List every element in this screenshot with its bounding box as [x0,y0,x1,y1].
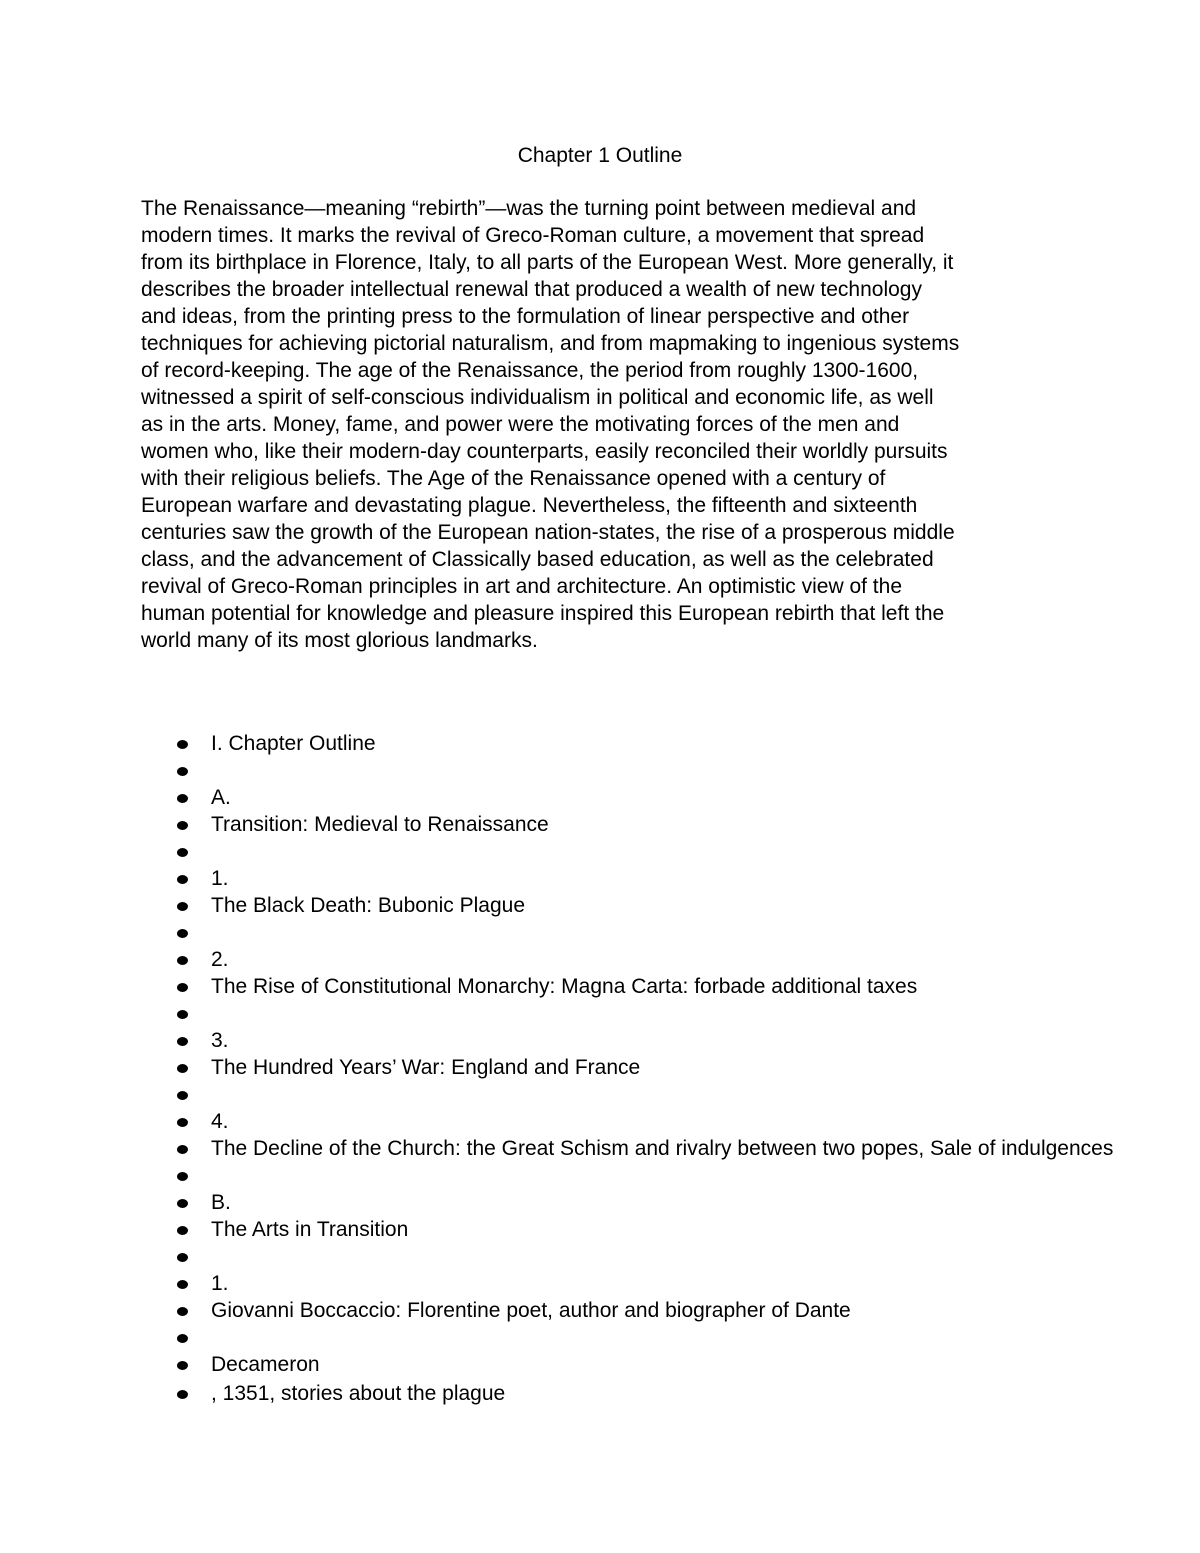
list-item [175,1351,1113,1380]
list-item-text: 2. [211,948,229,971]
list-item [175,757,1113,784]
list-item-text: , 1351, stories about the plague [211,1382,506,1405]
list-item-text: B. [211,1191,231,1214]
list-item [175,1297,1113,1324]
bullet-icon [177,1361,188,1370]
list-item [175,1216,1113,1243]
intro-line: techniques for achieving pictorial naturalism, and from mapmaking to ingenious systems [141,332,960,355]
list-item-text: A. [211,786,231,809]
intro-line: women who, like their modern-day counterparts, easily reconciled their worldly pursuits [141,440,948,463]
list-item [175,730,1113,757]
list-item [175,946,1113,973]
chapter-outline-list [175,730,1113,1407]
list-item [175,1081,1113,1108]
bullet-icon [177,929,188,938]
bullet-icon [177,1307,188,1316]
list-item [175,811,1113,838]
intro-line: European warfare and devastating plague. Nevertheless, the fifteenth and sixteenth [141,494,918,517]
bullet-icon [177,740,188,749]
bullet-icon [177,956,188,965]
list-item [175,1000,1113,1027]
bullet-icon [177,1091,188,1100]
bullet-icon [177,1118,188,1127]
list-item-text: 3. [211,1029,229,1052]
bullet-icon [177,1253,188,1262]
intro-line: class, and the advancement of Classically based education, as well as the celebrated [141,548,934,571]
list-item-text: Transition: Medieval to Renaissance [211,813,549,836]
bullet-icon [177,1334,188,1343]
list-item-text: 4. [211,1110,229,1133]
intro-line: from its birthplace in Florence, Italy, to all parts of the European West. More generally, it [141,251,954,274]
bullet-icon [177,848,188,857]
list-item [175,865,1113,892]
intro-line: and ideas, from the printing press to the formulation of linear perspective and other [141,305,910,328]
list-item [175,784,1113,811]
list-item-text: The Arts in Transition [211,1218,409,1241]
list-item [175,973,1113,1000]
list-item-text: Decameron [211,1353,320,1376]
bullet-icon [177,1172,188,1181]
bullet-icon [177,1226,188,1235]
list-item-text: The Rise of Constitutional Monarchy: Magna Carta: forbade additional taxes [211,975,918,998]
list-item-text: Giovanni Boccaccio: Florentine poet, author and biographer of Dante [211,1299,851,1322]
intro-line: with their religious beliefs. The Age of the Renaissance opened with a century of [141,467,886,490]
list-item [175,1270,1113,1297]
intro-line: witnessed a spirit of self-conscious individualism in political and economic life, as well [141,386,934,409]
intro-line: world many of its most glorious landmarks. [141,629,538,652]
list-item-text: 1. [211,867,229,890]
bullet-icon [177,983,188,992]
bullet-icon [177,875,188,884]
intro-line: modern times. It marks the revival of Greco-Roman culture, a movement that spread [141,224,925,247]
list-item [175,1054,1113,1081]
intro-line: human potential for knowledge and pleasure inspired this European rebirth that left the [141,602,945,625]
intro-line: as in the arts. Money, fame, and power were the motivating forces of the men and [141,413,900,436]
list-item [175,1380,1113,1407]
bullet-icon [177,1145,188,1154]
list-item [175,1243,1113,1270]
intro-paragraph [141,195,1076,654]
list-item [175,919,1113,946]
bullet-icon [177,821,188,830]
bullet-icon [177,1064,188,1073]
list-item [175,1108,1113,1135]
intro-line: of record-keeping. The age of the Renaissance, the period from roughly 1300-1600, [141,359,919,382]
list-item [175,1189,1113,1216]
page-title: Chapter 1 Outline [517,144,683,167]
bullet-icon [177,1199,188,1208]
bullet-icon [177,1010,188,1019]
intro-line: describes the broader intellectual renewal that produced a wealth of new technology [141,278,922,301]
list-item [175,838,1113,865]
list-item-text: I. Chapter Outline [211,732,376,755]
list-item-text: The Decline of the Church: the Great Schism and rivalry between two popes, Sale of indulgences [211,1137,1114,1160]
list-item [175,1324,1113,1351]
list-item [175,892,1113,919]
bullet-icon [177,794,188,803]
bullet-icon [177,767,188,776]
intro-line: revival of Greco-Roman principles in art and architecture. An optimistic view of the [141,575,902,598]
bullet-icon [177,1280,188,1289]
list-item-text: The Black Death: Bubonic Plague [211,894,526,917]
bullet-icon [177,1390,188,1399]
bullet-icon [177,1037,188,1046]
intro-line: The Renaissance—meaning “rebirth”—was the turning point between medieval and [141,197,917,220]
list-item [175,1027,1113,1054]
intro-line: centuries saw the growth of the European nation-states, the rise of a prosperous middle [141,521,955,544]
bullet-icon [177,902,188,911]
list-item [175,1135,1113,1162]
list-item-text: The Hundred Years’ War: England and France [211,1056,641,1079]
list-item [175,1162,1113,1189]
list-item-text: 1. [211,1272,229,1295]
